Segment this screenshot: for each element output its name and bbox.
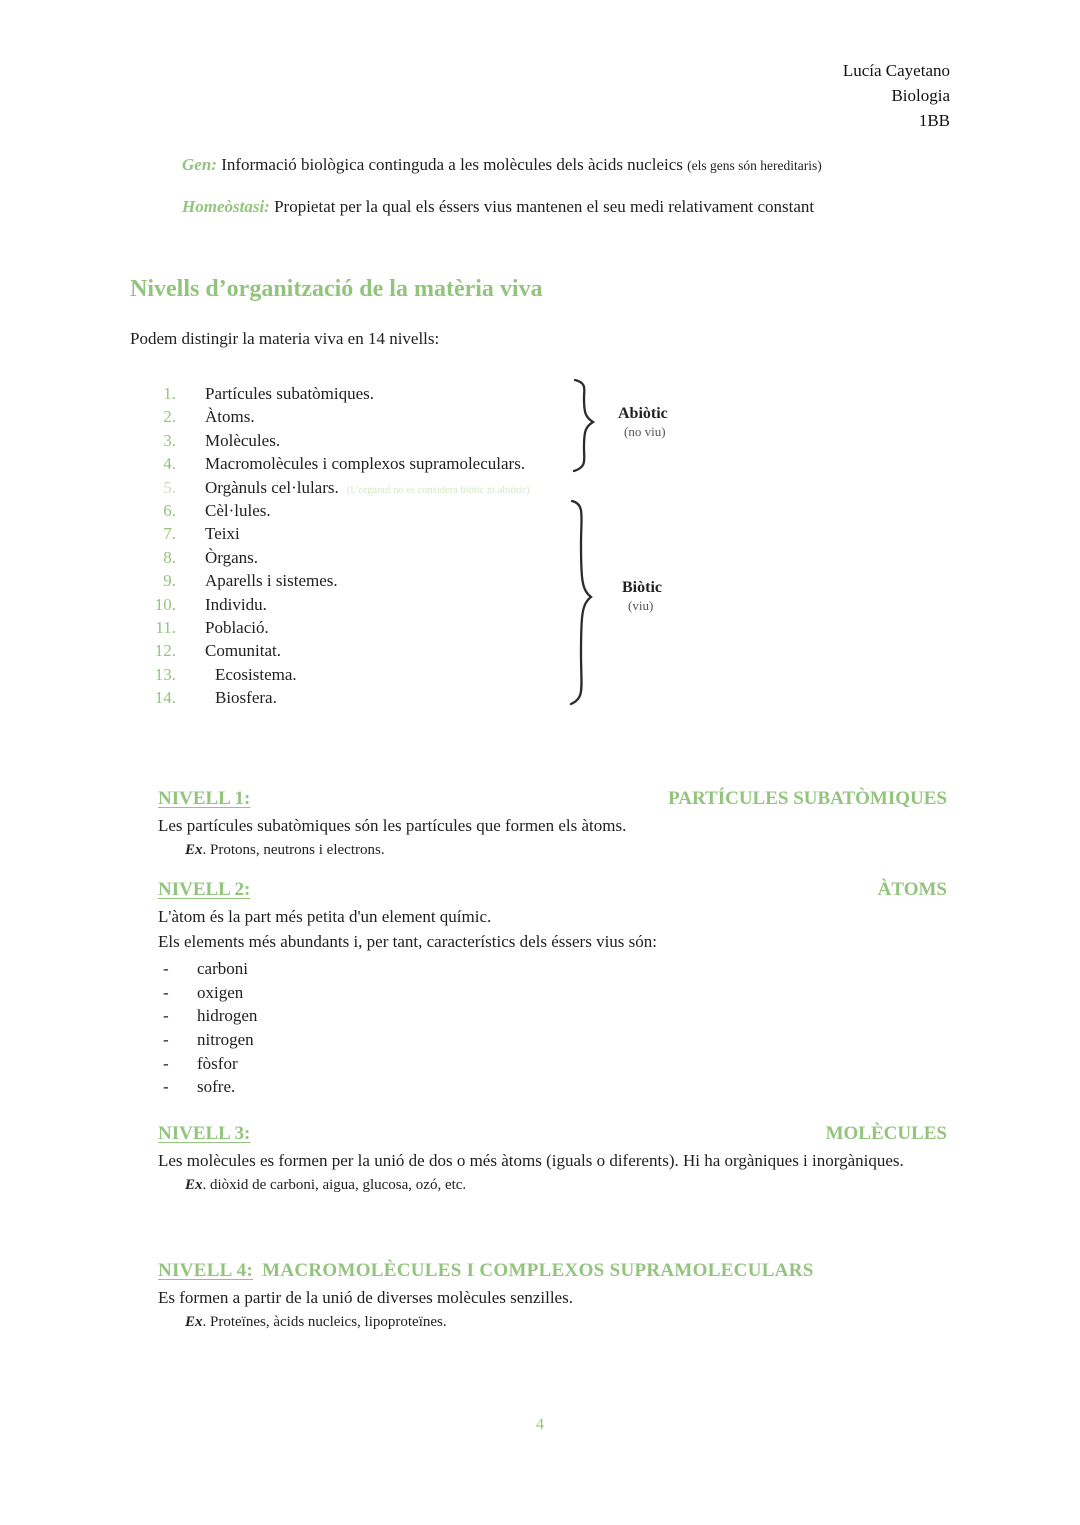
section-heading [158,879,947,901]
bullet-item [158,1054,947,1078]
list-item-number: 5. [163,477,176,497]
list-item-number: 12. [154,641,176,661]
bullet-text: nitrogen [197,1030,254,1050]
body-line: L'àtom és la part més petita d'un element químic. [158,907,492,926]
section-heading-left: NIVELL 4: [158,1260,254,1281]
example-text: . Protons, neutrons i electrons. [202,841,385,858]
list-item [130,454,890,477]
element-bullet-list [158,959,947,1101]
abiotic-label-sub: (no viu) [624,424,666,439]
list-item-number: 9. [163,571,176,591]
list-item-number: 8. [163,547,176,567]
example-line [158,842,947,859]
list-item-number: 10. [154,594,176,614]
list-item-number: 14. [154,688,176,708]
bullet-dash: - [163,1030,169,1050]
example-label: Ex [185,841,203,858]
example-label: Ex [185,1176,203,1193]
list-item [130,618,890,641]
list-item-text: Aparells i sistemes. [205,571,338,591]
list-item-number: 13. [154,664,176,684]
list-item [130,524,890,547]
example-label: Ex [185,1313,203,1330]
header-class: 1BB [918,111,950,130]
section-nivell-2 [158,879,947,1101]
section-heading-topic: MOLÈCULES [825,1123,947,1144]
bullet-text: carboni [197,959,248,978]
list-item [130,688,890,711]
bullet-item [158,1006,947,1030]
bullet-item [158,983,947,1007]
body-line: Els elements més abundants i, per tant, característics dels éssers vius són: [158,931,658,951]
bullet-item [158,1030,947,1054]
definition-term: Homeòstasi: [182,197,270,216]
list-item-text: Teixi [205,524,240,544]
section-heading [158,788,947,810]
list-item-text: Àtoms. [205,407,255,427]
bullet-text: sofre. [197,1077,236,1097]
list-item-text: Òrgans. [205,547,259,567]
list-item [130,548,890,571]
list-item [130,501,890,524]
page-header [843,58,950,133]
list-item [130,478,890,501]
list-item-text: Població. [205,617,269,637]
section-heading-left: NIVELL 1: [158,788,251,809]
list-item [130,407,890,430]
list-item-text: Partícules subatòmiques. [205,384,375,403]
list-item-text: Individu. [205,594,267,614]
bullet-item [158,1077,947,1101]
intro-text: Podem distingir la materia viva en 14 nivells: [130,329,440,348]
definition-text: Propietat per la qual els éssers vius mantenen el seu medi relativament constant [269,197,815,216]
example-line [158,1177,947,1194]
definition-gen [182,155,822,175]
list-item-text: Cèl·lules. [205,500,271,520]
bullet-text: hidrogen [197,1006,258,1026]
list-item-text: Comunitat. [205,641,282,661]
bullet-dash: - [163,959,169,978]
page-number: 4 [536,1416,544,1433]
list-item-number: 7. [163,524,176,544]
bullet-dash: - [163,1006,169,1026]
section-body: Les partícules subatòmiques són les partícules que formen els àtoms. [158,816,627,835]
definition-term: Gen: [182,155,217,174]
list-item [130,431,890,454]
definition-text: Informació biològica continguda a les molècules dels àcids nucleics [216,155,688,174]
biotic-label-sub: (viu) [628,598,654,613]
example-line [158,1314,947,1331]
biotic-label-text: Biòtic [622,579,662,596]
section-body [158,905,947,954]
bullet-dash: - [163,982,169,1002]
bullet-dash: - [163,1053,169,1073]
bullet-item [158,959,947,983]
section-heading-topic: PARTÍCULES SUBATÒMIQUES [668,788,947,809]
section-heading-left: NIVELL 2: [158,879,251,900]
section-heading [158,1123,947,1145]
list-item-number: 11. [155,617,176,637]
list-item-text: Ecosistema. [215,664,297,684]
list-item [130,571,890,594]
list-item-number: 2. [163,407,176,427]
section-nivell-1 [158,788,947,859]
section-heading-left: NIVELL 3: [158,1123,251,1144]
section-heading [158,1260,947,1282]
bullet-text: oxigen [197,982,244,1002]
bullet-dash: - [163,1077,169,1097]
definition-homeostasi [182,197,814,217]
definition-note: (els gens són hereditaris) [687,158,822,173]
list-item-text: Biosfera. [215,688,277,708]
list-item-text: Orgànuls cel·lulars. [205,477,339,497]
list-item-number: 1. [163,384,176,403]
page-title: Nivells d’organització de la matèria viva [130,276,543,302]
section-heading-topic: ÀTOMS [877,879,947,900]
list-item-note: (L'orgànul no es considera biòtic ni abiòtic) [346,484,530,496]
abiotic-label [618,405,668,440]
list-item-number: 3. [163,430,176,450]
biotic-brace [564,496,602,708]
list-item [130,641,890,664]
levels-list [130,384,890,711]
section-body: Es formen a partir de la unió de diverses molècules senzilles. [158,1288,573,1307]
list-item-number: 6. [163,500,176,520]
list-item-text: Molècules. [205,430,281,450]
levels-list-wrap [130,384,890,714]
section-body: Les molècules es formen per la unió de dos o més àtoms (iguals o diferents). Hi ha orgàniques i inorgàniques. [158,1151,904,1170]
section-nivell-3 [158,1123,947,1194]
list-item [130,595,890,618]
list-item-number: 4. [163,454,176,474]
header-author: Lucía Cayetano [842,61,950,80]
list-item [130,384,890,407]
biotic-label [622,579,662,614]
example-text: . diòxid de carboni, aigua, glucosa, ozó, etc. [202,1176,467,1193]
bullet-text: fòsfor [197,1053,238,1073]
abiotic-label-text: Abiòtic [618,405,668,422]
list-item-text: Macromolècules i complexos supramoleculars. [205,454,526,474]
example-text: . Proteïnes, àcids nucleics, lipoproteïnes. [202,1313,447,1330]
section-nivell-4 [158,1260,947,1331]
list-item [130,665,890,688]
section-heading-topic: MACROMOLÈCULES I COMPLEXOS SUPRAMOLECULARS [262,1260,814,1281]
abiotic-brace [568,376,604,474]
header-subject: Biologia [891,86,950,105]
